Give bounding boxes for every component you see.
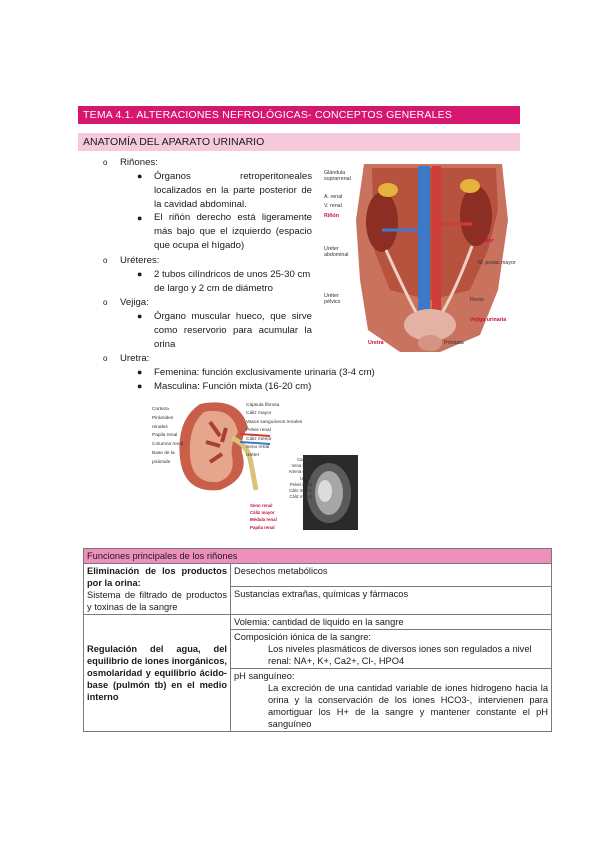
label-psoas: M. psoas mayor <box>478 260 516 266</box>
scan-red-label-2: Cáliz mayor <box>250 510 275 516</box>
label-ureter-pelvico: Uréter pélvico <box>324 293 341 305</box>
scan-red-label-4: Papila renal <box>250 524 275 530</box>
kidney-label-right-1: Cápsula fibrosa <box>246 403 280 408</box>
topic-title: TEMA 4.1. ALTERACIONES NEFROLÓGICAS- CONCEPTOS GENERALES <box>78 106 520 124</box>
uretra-label: Uretra: <box>120 353 150 364</box>
eliminacion-title: Eliminación de los productos por la orina: <box>87 566 227 588</box>
kidney-label-right-6: Seno renal <box>246 445 270 451</box>
scan-red-label-1: Seno renal <box>250 503 273 508</box>
bullet-dot-icon: ● <box>137 171 143 181</box>
label-ureter: Uréter <box>478 238 494 244</box>
kidney-label-left-5: Base de la pirámide <box>152 450 175 465</box>
table-cell-eliminacion <box>84 564 231 615</box>
scan-label-1: Corteza <box>296 457 312 462</box>
ph-title: pH sanguíneo: <box>234 671 295 681</box>
label-uretra: Uretra <box>368 340 384 346</box>
scan-label-6: Cáliz menor <box>289 488 312 494</box>
vejiga-label: Vejiga: <box>120 297 149 308</box>
scan-label-2: Vena renal <box>291 463 312 469</box>
ph-cell <box>231 669 552 732</box>
desechos-cell: Desechos metabólicos <box>231 564 552 587</box>
ph-body: La excreción de una cantidad variable de iones hidrogeno hacia la orina y la conservación de los iones HCO3-, intervienen para amortiguar los H+ de la sangre y mantener constante el pH sanguíneo <box>268 683 549 729</box>
label-arteria: A. renal <box>324 194 343 200</box>
uretra-point-2: Masculina: Función mixta (16-20 cm) <box>154 381 312 392</box>
rinones-label: Riñones: <box>120 157 158 168</box>
kidney-functions-table <box>83 548 552 732</box>
label-vena: V. renal <box>324 203 342 209</box>
rinones-point-1: Órganos retroperitoneales localizados en la parte posterior de la cavidad abdominal. <box>154 171 312 210</box>
kidney-label-right-2: Cáliz mayor <box>246 411 272 417</box>
regulacion-cell: Regulación del agua, del equilibrio de iones inorgánicos, osmolaridad y equilibrio ácido-base (pulmón tb) en el medio interno <box>84 615 231 732</box>
section-title: ANATOMÍA DEL APARATO URINARIO <box>78 133 520 151</box>
label-prostata: Próstata <box>444 340 464 346</box>
composicion-body: Los niveles plasmáticos de diversos iones son regulados a nivel renal: NA+, K+, Ca2+, Cl-, HPO4 <box>268 644 532 666</box>
label-recto: Recto <box>470 297 484 303</box>
composicion-title: Composición iónica de la sangre: <box>234 632 371 642</box>
rinones-point-2: El riñón derecho está ligeramente más bajo que el izquierdo (espacio que ocupa el hígado) <box>154 212 312 251</box>
bullet-circle-icon: o <box>103 298 108 307</box>
scan-label-5: Pelvis renal <box>289 481 312 487</box>
bullet-dot-icon: ● <box>137 381 143 391</box>
kidney-label-left-3: Papila renal <box>152 433 178 439</box>
bullet-circle-icon: o <box>103 354 108 363</box>
bullet-dot-icon: ● <box>137 269 143 279</box>
scan-label-3: Arteria renal <box>288 469 312 475</box>
bullet-dot-icon: ● <box>137 367 143 377</box>
bullet-dot-icon: ● <box>137 213 143 223</box>
label-rinon: Riñón <box>324 213 340 219</box>
label-glandula: Glándula suprarrenal <box>324 170 351 182</box>
scan-label-4: Uréter <box>300 475 312 481</box>
bullet-circle-icon: o <box>103 256 108 265</box>
composicion-cell <box>231 630 552 669</box>
table-header: Funciones principales de los riñones <box>84 549 552 564</box>
kidney-label-right-3: Vasos sanguíneos renales <box>246 419 303 425</box>
label-ureter-abdominal: Uréter abdominal <box>324 246 349 258</box>
kidney-label-right-4: Pelvis renal <box>246 428 271 434</box>
ureteres-label: Uréteres: <box>120 255 160 266</box>
uretra-point-1: Femenina: función exclusivamente urinaria (3-4 cm) <box>154 367 375 378</box>
eliminacion-body: Sistema de filtrado de productos y toxinas de la sangre <box>87 590 227 612</box>
bullet-circle-icon: o <box>103 158 108 167</box>
kidney-label-left-4: Columna renal <box>152 442 184 448</box>
label-vejiga: Vejiga urinaria <box>470 317 507 323</box>
ureteres-point-1: 2 tubos cilíndricos de unos 25-30 cm de largo y 2 cm de diámetro <box>154 269 311 294</box>
vejiga-point-1: Órgano muscular hueco, que sirve como reservorio para acumular la orina <box>154 311 312 350</box>
kidney-label-right-7: Uréter <box>246 453 260 459</box>
kidney-label-right-5: Cáliz menor <box>246 436 272 442</box>
volemia-cell: Volemia: cantidad de liquido en la sangre <box>231 615 552 630</box>
kidney-label-left-1: Corteza <box>152 407 169 412</box>
scan-red-label-3: Médula renal <box>250 517 277 523</box>
bullet-dot-icon: ● <box>137 311 143 321</box>
sustancias-cell: Sustancias extrañas, químicas y fármacos <box>231 586 552 614</box>
kidney-label-left-2: Pirámides renales <box>152 415 174 430</box>
scan-label-7: Cáliz mayor <box>289 494 312 500</box>
